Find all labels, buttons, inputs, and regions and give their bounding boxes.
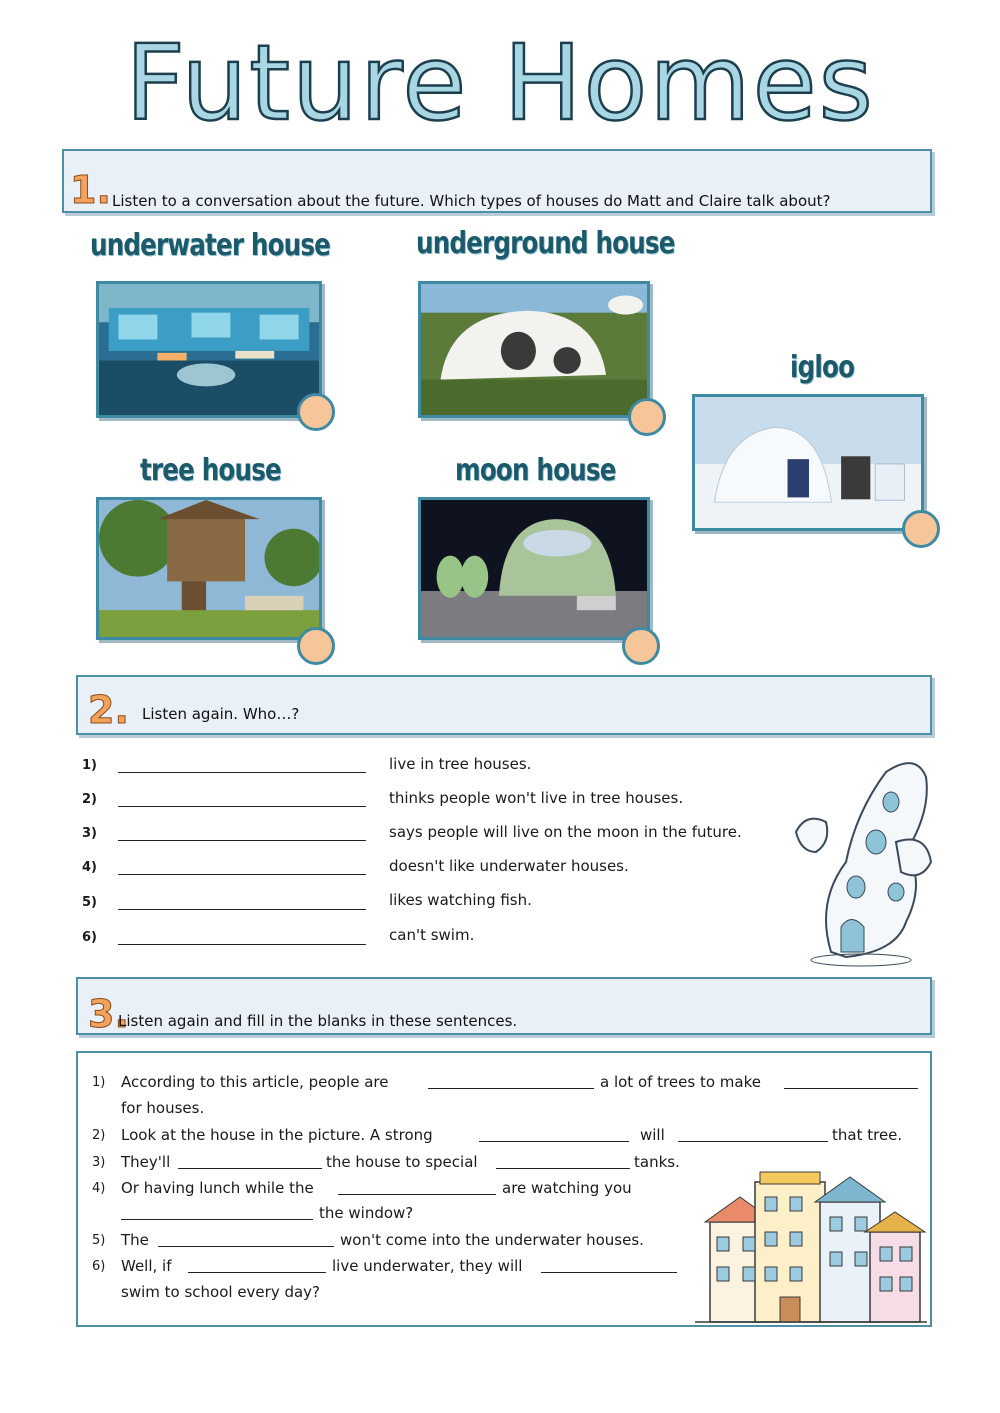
who-item-text: likes watching fish.	[389, 891, 532, 909]
label-moon-house: moon house	[455, 453, 616, 488]
who-item-number: 3)	[82, 826, 97, 841]
fill-text: Well, if	[121, 1257, 172, 1275]
fill-blank[interactable]	[496, 1168, 630, 1169]
fill-blank[interactable]	[479, 1141, 629, 1142]
fill-text: the window?	[319, 1204, 414, 1222]
fill-text: live underwater, they will	[332, 1257, 523, 1275]
fill-text: Or having lunch while the	[121, 1179, 314, 1197]
fill-item-number: 3)	[92, 1155, 106, 1170]
fill-text: the house to special	[326, 1153, 478, 1171]
section-1-instruction: Listen to a conversation about the future. Which types of houses do Matt and Claire talk about?	[112, 192, 831, 210]
section-2-number: 2.	[88, 688, 129, 732]
who-answer-line[interactable]	[118, 840, 366, 841]
section-3-instruction: Listen again and fill in the blanks in these sentences.	[118, 1012, 518, 1030]
who-item-text: live in tree houses.	[389, 755, 532, 773]
who-item-number: 5)	[82, 895, 97, 910]
who-answer-line[interactable]	[118, 806, 366, 807]
town-houses-drawing	[695, 1162, 927, 1326]
who-item-text: doesn't like underwater houses.	[389, 857, 629, 875]
section-2-instruction: Listen again. Who…?	[142, 705, 300, 723]
who-answer-line[interactable]	[118, 909, 366, 910]
fill-blank[interactable]	[428, 1088, 594, 1089]
fill-item-number: 2)	[92, 1128, 106, 1143]
fill-blank[interactable]	[158, 1246, 334, 1247]
who-item-number: 6)	[82, 930, 97, 945]
fill-text: They'll	[121, 1153, 171, 1171]
fill-blank[interactable]	[338, 1194, 496, 1195]
fill-text: won't come into the underwater houses.	[340, 1231, 644, 1249]
answer-circle-underground[interactable]	[628, 398, 666, 436]
who-answer-line[interactable]	[118, 772, 366, 773]
underground-house-photo	[418, 281, 650, 418]
label-underground-house: underground house	[416, 226, 675, 261]
who-item-text: says people will live on the moon in the future.	[389, 823, 742, 841]
tree-house-photo	[96, 497, 322, 640]
fill-item-number: 1)	[92, 1075, 106, 1090]
fill-item-number: 6)	[92, 1259, 106, 1274]
who-item-number: 2)	[82, 792, 97, 807]
fill-text: swim to school every day?	[121, 1283, 321, 1301]
underwater-house-photo	[96, 281, 322, 418]
fill-blank[interactable]	[121, 1219, 313, 1220]
fill-text: will	[640, 1126, 665, 1144]
answer-circle-underwater[interactable]	[297, 393, 335, 431]
label-tree-house: tree house	[140, 453, 281, 488]
page-title: Future Homes	[125, 22, 875, 144]
who-answer-line[interactable]	[118, 874, 366, 875]
fantasy-house-drawing	[786, 752, 936, 967]
fill-text: a lot of trees to make	[600, 1073, 761, 1091]
fill-item-number: 4)	[92, 1181, 106, 1196]
who-item-text: can't swim.	[389, 926, 475, 944]
who-item-number: 4)	[82, 860, 97, 875]
who-item-text: thinks people won't live in tree houses.	[389, 789, 684, 807]
fill-text: According to this article, people are	[121, 1073, 389, 1091]
section-1-number: 1.	[70, 168, 111, 212]
fill-text: Look at the house in the picture. A strong	[121, 1126, 433, 1144]
label-underwater-house: underwater house	[90, 228, 331, 263]
fill-blank[interactable]	[178, 1168, 322, 1169]
fill-blank[interactable]	[678, 1141, 828, 1142]
fill-blank[interactable]	[188, 1272, 326, 1273]
fill-text: that tree.	[832, 1126, 903, 1144]
fill-item-number: 5)	[92, 1233, 106, 1248]
moon-house-photo	[418, 497, 650, 640]
igloo-photo	[692, 394, 924, 531]
who-item-number: 1)	[82, 758, 97, 773]
answer-circle-moon-house[interactable]	[622, 627, 660, 665]
who-answer-line[interactable]	[118, 944, 366, 945]
fill-text: for houses.	[121, 1099, 205, 1117]
section-3-number: 3.	[88, 992, 129, 1036]
fill-text: tanks.	[634, 1153, 680, 1171]
fill-blank[interactable]	[541, 1272, 677, 1273]
fill-text: are watching you	[502, 1179, 632, 1197]
fill-blank[interactable]	[784, 1088, 918, 1089]
fill-text: The	[121, 1231, 149, 1249]
answer-circle-tree-house[interactable]	[297, 627, 335, 665]
answer-circle-igloo[interactable]	[902, 510, 940, 548]
label-igloo: igloo	[790, 350, 855, 385]
